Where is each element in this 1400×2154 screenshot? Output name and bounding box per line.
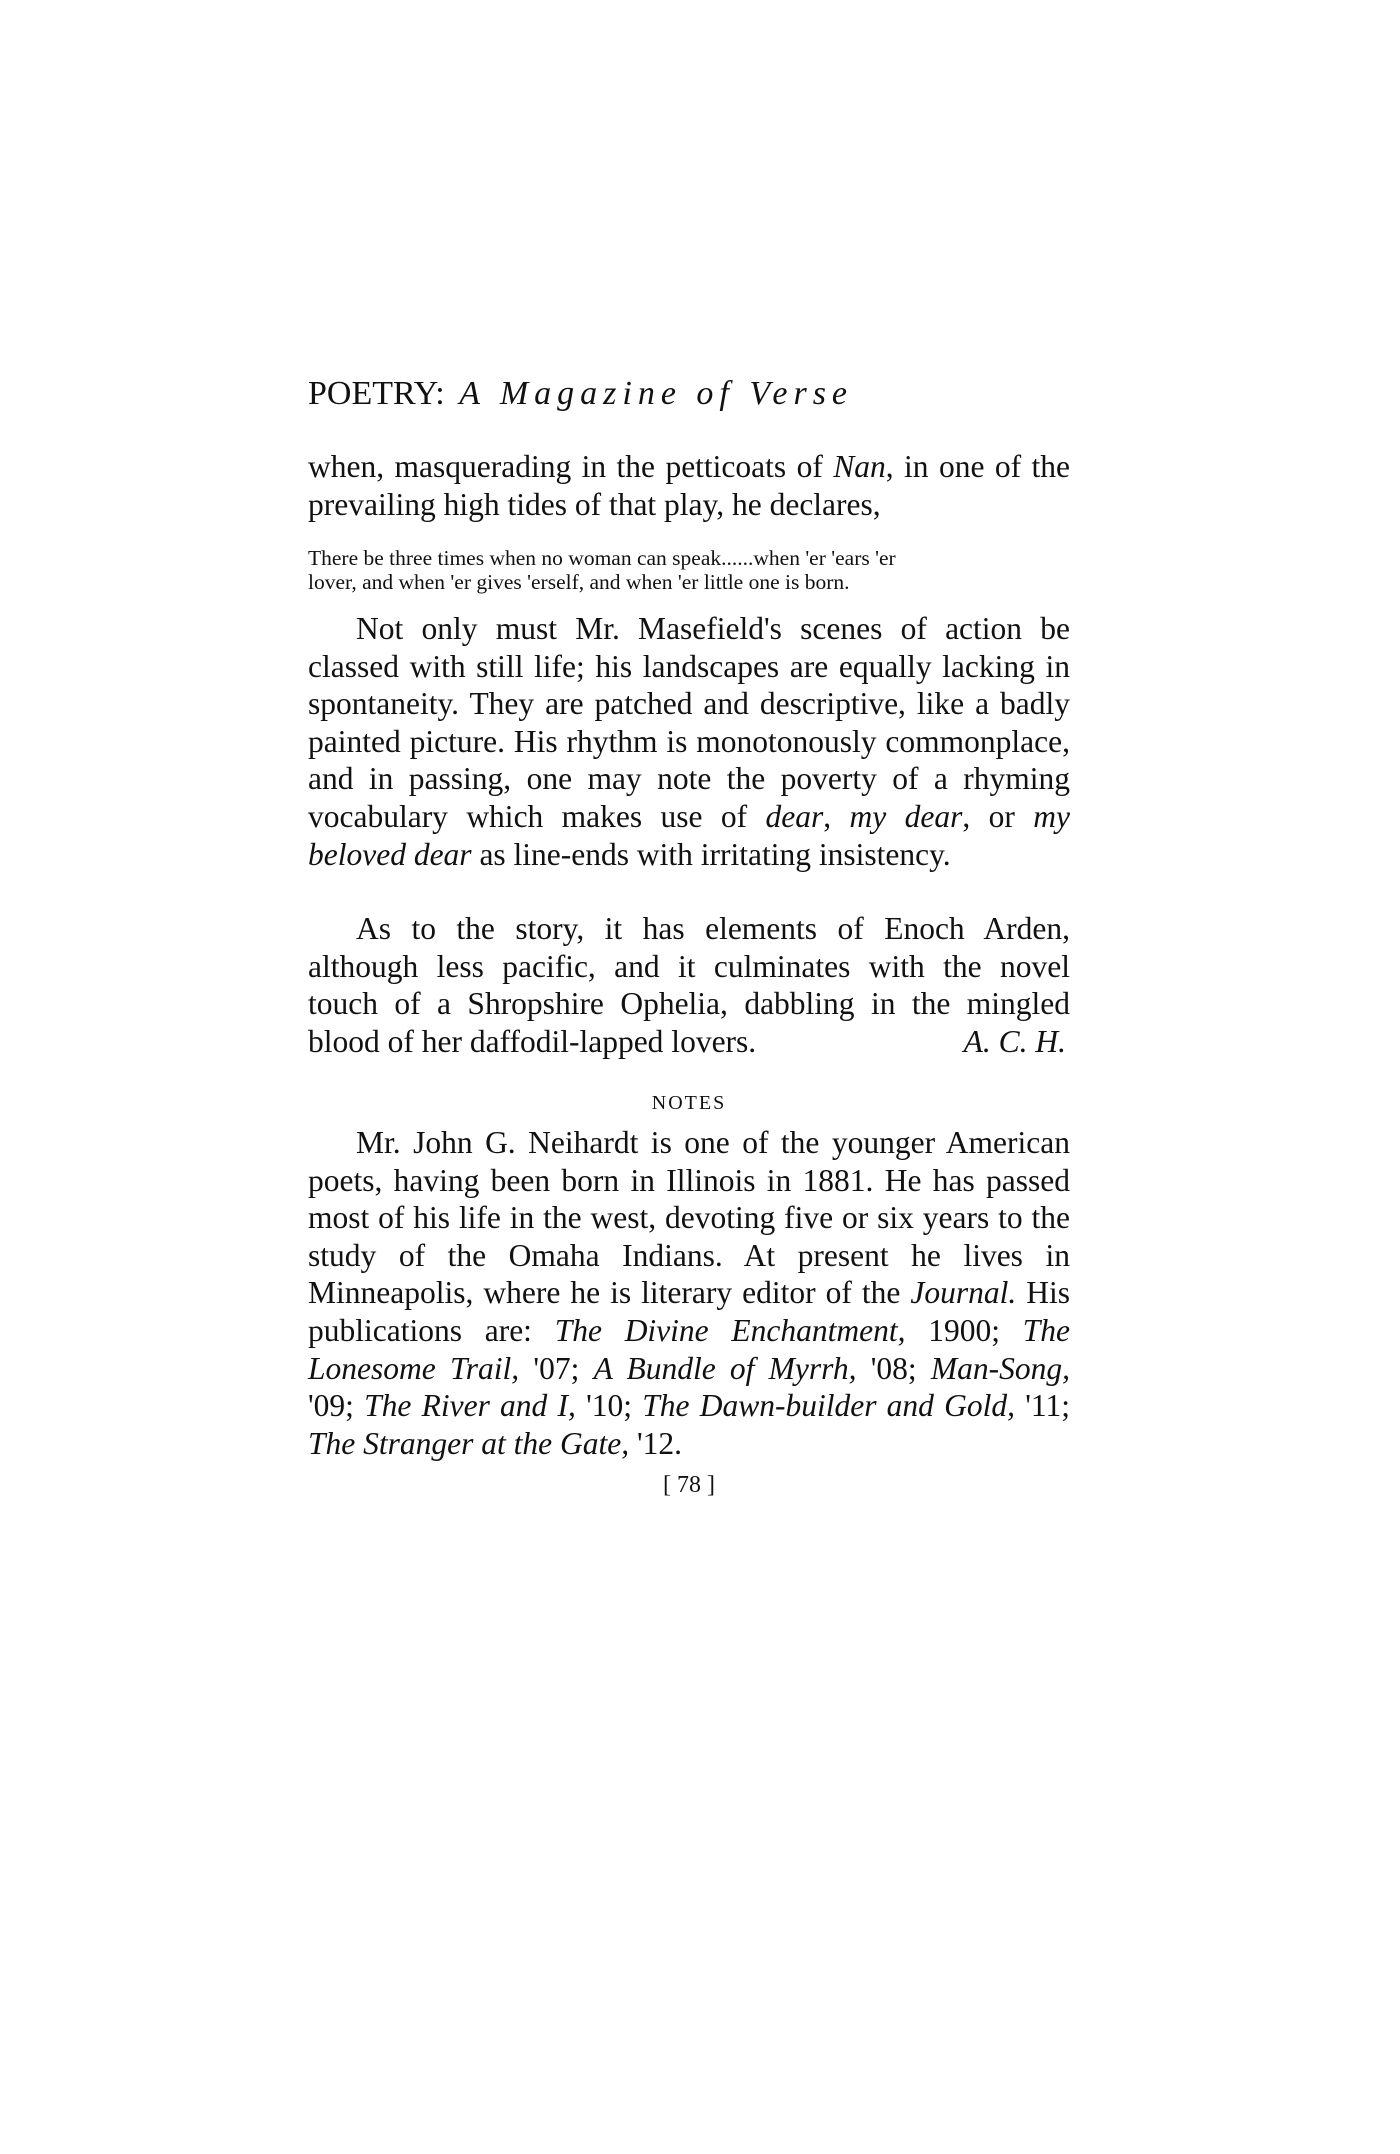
paragraph-masefield-critique bbox=[308, 610, 1070, 873]
notes-italic-river-and-i: The River and I, bbox=[364, 1388, 576, 1424]
notes-text-7: '10; bbox=[575, 1388, 643, 1424]
para3-line-2: although less pacific, and it culminates with the novel bbox=[308, 948, 1070, 984]
quote-line-1: There be three times when no woman can speak......when 'er 'ears 'er bbox=[308, 546, 896, 570]
notes-text-1: Mr. John G. Neihardt is one of the younger American poets, having been born in Illinois in 1881. He has passed most of his life in the west, devoting five or six years to the study of the Omaha Indians. At present he lives in Minneapolis, where he is literary editor of the bbox=[308, 1125, 1070, 1311]
notes-heading: NOTES bbox=[651, 1092, 727, 1114]
notes-italic-man-song: Man-Song, bbox=[930, 1350, 1070, 1386]
notes-text-2: His publications are: bbox=[308, 1275, 1070, 1348]
notes-text-5: '08; bbox=[856, 1350, 931, 1386]
notes-text-9: '12. bbox=[629, 1425, 683, 1461]
notes-italic-stranger-at-gate: The Stranger at the Gate, bbox=[308, 1425, 630, 1461]
para2-text-4: as line-ends with irritating insistency. bbox=[471, 836, 951, 872]
notes-text-4: '07; bbox=[519, 1350, 594, 1386]
notes-italic-journal: Journal. bbox=[910, 1275, 1017, 1311]
para1-italic-nan: Nan bbox=[833, 449, 886, 484]
para2-italic-my-dear: my dear bbox=[849, 798, 963, 834]
paragraph-notes-neihardt bbox=[308, 1124, 1070, 1462]
notes-italic-divine-enchantment: The Divine Enchantment, bbox=[554, 1312, 906, 1348]
author-signature: A. C. H. bbox=[963, 1023, 1066, 1059]
para2-italic-dear: dear bbox=[765, 798, 824, 834]
para3-line-4: blood of her daffodil-lapped lovers. bbox=[308, 1023, 757, 1059]
para1-text-2: , in one of the prevailing high tides of that play, he declares, bbox=[308, 449, 1070, 522]
notes-italic-lonesome-trail: The Lonesome Trail, bbox=[308, 1312, 1070, 1386]
para2-text-2: , bbox=[823, 798, 850, 834]
notes-text-8: '11; bbox=[1015, 1388, 1070, 1424]
block-quote bbox=[308, 546, 1070, 594]
quote-line-2: lover, and when 'er gives 'erself, and when 'er little one is born. bbox=[308, 570, 850, 594]
notes-italic-dawn-builder: The Dawn-builder and Gold, bbox=[642, 1388, 1016, 1424]
para3-line-3: touch of a Shropshire Ophelia, dabbling in the mingled bbox=[308, 986, 1070, 1022]
page-number: [ 78 ] bbox=[663, 1472, 715, 1498]
notes-text-6: '09; bbox=[308, 1388, 365, 1424]
notes-text-3: 1900; bbox=[905, 1312, 1023, 1348]
running-head bbox=[308, 374, 853, 414]
para3-last-row bbox=[308, 1023, 1070, 1061]
notes-italic-bundle-of-myrrh: A Bundle of Myrrh, bbox=[593, 1350, 857, 1386]
running-head-title: POETRY: bbox=[308, 375, 445, 412]
para1-text-1: when, masquerading in the petticoats of bbox=[308, 449, 834, 484]
para2-italic-my-beloved-dear: my beloved dear bbox=[308, 798, 1070, 872]
running-head-subtitle: A Magazine of Verse bbox=[459, 375, 854, 412]
paragraph-story bbox=[308, 910, 1070, 1060]
para2-text-3: , or bbox=[962, 798, 1034, 834]
paragraph-continuation bbox=[308, 448, 1070, 523]
para2-text-1: Not only must Mr. Masefield's scenes of action be classed with still life; his landscapes are equally lacking in spontaneity. They are patched and descriptive, like a badly painted picture. His rhythm is monotonously commonplace, and in passing, one may note the poverty of a rhyming vocabulary which makes use of bbox=[308, 611, 1070, 834]
para3-line-1: As to the story, it has elements of Enoch Arden, bbox=[356, 911, 1070, 946]
